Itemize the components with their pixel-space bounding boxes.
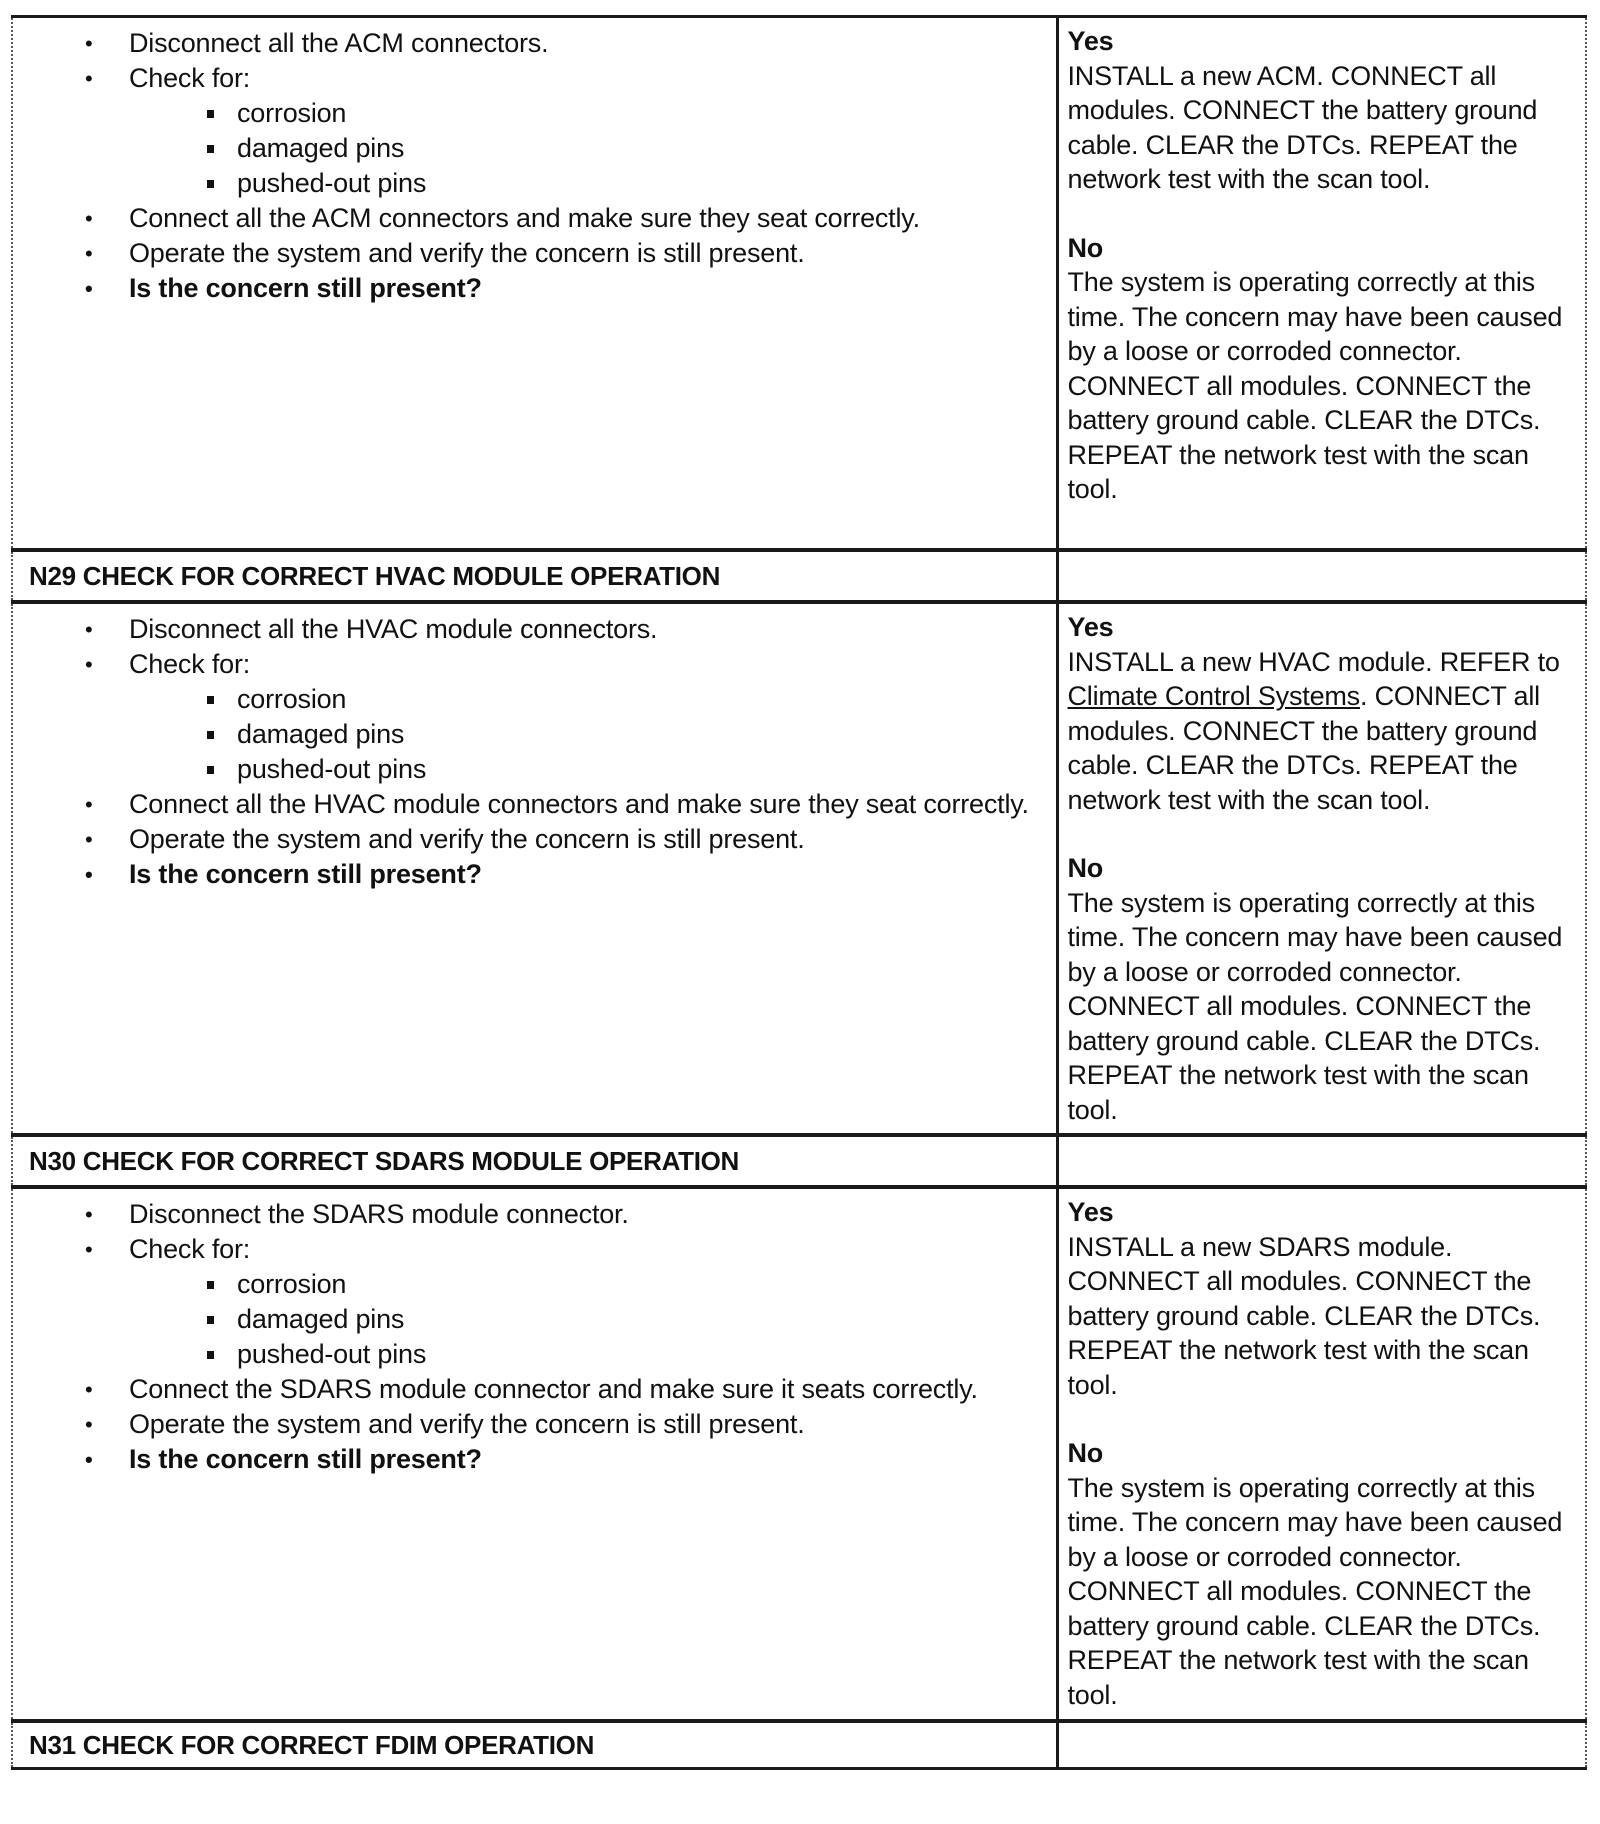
square-bullet-icon [207, 731, 214, 739]
square-bullet-icon [207, 1316, 214, 1324]
step-title: N30 CHECK FOR CORRECT SDARS MODULE OPERATION [29, 1145, 740, 1176]
yes-answer [1068, 24, 1578, 197]
square-bullet-icon [207, 145, 214, 153]
step-item: • Connect all the HVAC module connectors and make sure they seat correctly. [13, 787, 1056, 822]
bullet-icon: • [85, 827, 93, 852]
result-cell [1057, 1187, 1586, 1721]
step-title: N29 CHECK FOR CORRECT HVAC MODULE OPERATION [29, 560, 721, 591]
square-bullet-icon [207, 1351, 214, 1359]
square-bullet-icon [207, 766, 214, 774]
diagnostic-table [11, 15, 1587, 1770]
check-item: pushed-out pins [129, 752, 1036, 787]
bullet-icon: • [85, 1202, 93, 1227]
climate-control-systems-link[interactable]: Climate Control Systems [1067, 681, 1360, 711]
step-item: • Operate the system and verify the concern is still present. [13, 1407, 1056, 1442]
check-item: damaged pins [129, 1302, 1036, 1337]
bullet-icon: • [85, 276, 93, 301]
yes-label: Yes [1067, 26, 1114, 56]
action-cell [12, 602, 1057, 1135]
check-list [129, 96, 1036, 201]
bullet-icon: • [85, 1377, 93, 1402]
no-answer [1068, 851, 1578, 1127]
no-text: The system is operating correctly at this time. The concern may have been caused by a loose or corroded connector. CONNECT all modules. CONNECT the battery ground cable. CLEAR the DTCs. REPEAT the network test with the scan tool. [1067, 267, 1563, 504]
yes-label: Yes [1067, 612, 1114, 642]
no-label: No [1067, 853, 1104, 883]
yes-text: INSTALL a new HVAC module. REFER to [1067, 646, 1560, 677]
no-text: The system is operating correctly at this time. The concern may have been caused by a loose or corroded connector. CONNECT all modules. CONNECT the battery ground cable. CLEAR the DTCs. REPEAT the network test with the scan tool. [1067, 1472, 1563, 1710]
step-question: • Is the concern still present? [13, 271, 1056, 306]
check-list [129, 1267, 1036, 1372]
step-item: • Connect the SDARS module connector and make sure it seats correctly. [13, 1372, 1056, 1407]
result-cell [1057, 17, 1586, 551]
step-item: • Check for: corrosion damaged pins pushed-out pins [13, 1232, 1056, 1372]
no-text: The system is operating correctly at this time. The concern may have been caused by a loose or corroded connector. CONNECT all modules. CONNECT the battery ground cable. CLEAR the DTCs. REPEAT the network test with the scan tool. [1067, 887, 1563, 1125]
step-item: • Connect all the ACM connectors and make sure they seat correctly. [13, 201, 1056, 236]
bullet-icon: • [85, 652, 93, 677]
square-bullet-icon [207, 110, 214, 118]
step-question: • Is the concern still present? [13, 1442, 1056, 1477]
check-list [129, 682, 1036, 787]
step-item: • Operate the system and verify the concern is still present. [13, 822, 1056, 857]
step-item: • Disconnect all the ACM connectors. [13, 26, 1056, 61]
bullet-icon: • [85, 1412, 93, 1437]
yes-text: INSTALL a new ACM. CONNECT all modules. CONNECT the battery ground cable. CLEAR the DTCs. REPEAT the network test with the scan tool. [1067, 60, 1538, 194]
yes-label: Yes [1067, 1197, 1114, 1227]
step-header-n29 [12, 550, 1586, 602]
check-item: pushed-out pins [129, 166, 1036, 201]
bullet-icon: • [85, 792, 93, 817]
result-cell [1057, 602, 1586, 1135]
step-item: • Check for: corrosion damaged pins pushed-out pins [13, 647, 1056, 787]
bullet-icon: • [85, 66, 93, 91]
check-item: corrosion [129, 96, 1036, 131]
step-row-acm [12, 17, 1586, 551]
check-item: corrosion [129, 682, 1036, 717]
bullet-icon: • [85, 1447, 93, 1472]
no-answer [1068, 231, 1578, 507]
step-item: • Operate the system and verify the concern is still present. [13, 236, 1056, 271]
step-list [13, 18, 1056, 306]
check-item: pushed-out pins [129, 1337, 1036, 1372]
empty-cell [1057, 1721, 1586, 1769]
yes-answer [1068, 1195, 1578, 1402]
step-header-n31 [12, 1721, 1586, 1769]
step-list [13, 604, 1056, 892]
yes-text-continued: . CONNECT all modules. CONNECT the battery ground cable. CLEAR the DTCs. REPEAT the network test with the scan tool. [1067, 681, 1540, 815]
bullet-icon: • [85, 206, 93, 231]
no-answer [1068, 1436, 1578, 1712]
step-item: • Disconnect the SDARS module connector. [13, 1197, 1056, 1232]
bullet-icon: • [85, 617, 93, 642]
step-header-n30 [12, 1135, 1586, 1187]
yes-answer [1068, 610, 1578, 817]
square-bullet-icon [207, 1281, 214, 1289]
square-bullet-icon [207, 696, 214, 704]
step-title: N31 CHECK FOR CORRECT FDIM OPERATION [29, 1729, 595, 1760]
no-label: No [1067, 1438, 1104, 1468]
yes-text: INSTALL a new SDARS module. CONNECT all modules. CONNECT the battery ground cable. CLEAR the DTCs. REPEAT the network test with the scan tool. [1067, 1231, 1541, 1400]
step-row-hvac [12, 602, 1586, 1135]
bullet-icon: • [85, 31, 93, 56]
empty-cell [1057, 550, 1586, 602]
no-label: No [1067, 232, 1104, 263]
bullet-icon: • [85, 862, 93, 887]
step-item: • Check for: corrosion damaged pins pushed-out pins [13, 61, 1056, 201]
bullet-icon: • [85, 1237, 93, 1262]
action-cell [12, 1187, 1057, 1721]
step-row-sdars [12, 1187, 1586, 1721]
square-bullet-icon [207, 180, 214, 188]
check-item: damaged pins [129, 131, 1036, 166]
check-item: corrosion [129, 1267, 1036, 1302]
step-question: • Is the concern still present? [13, 857, 1056, 892]
bullet-icon: • [85, 241, 93, 266]
empty-cell [1057, 1135, 1586, 1187]
step-list [13, 1189, 1056, 1477]
check-item: damaged pins [129, 717, 1036, 752]
step-item: • Disconnect all the HVAC module connectors. [13, 612, 1056, 647]
action-cell [12, 17, 1057, 551]
